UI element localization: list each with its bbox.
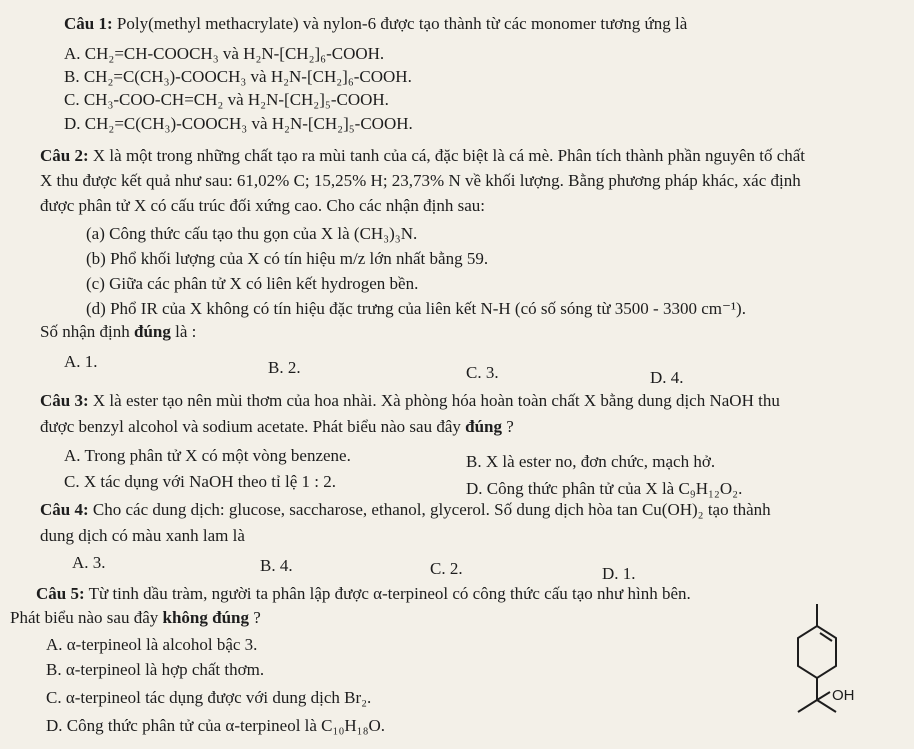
q1-stem: Câu 1: Poly(methyl methacrylate) và nylon-6 được tạo thành từ các monomer tương ứng là: [64, 14, 688, 33]
q5-stem: Câu 5: Từ tinh dầu tràm, người ta phân lập được α-terpineol có công thức cấu tạo như hình bên.: [36, 584, 691, 603]
cyclohexene-ring: [798, 626, 836, 678]
q5-option-a: A. α-terpineol là alcohol bậc 3.: [46, 635, 258, 654]
q3-option-c: C. X tác dụng với NaOH theo tỉ lệ 1 : 2.: [64, 472, 336, 491]
q5-option-b: B. α-terpineol là hợp chất thơm.: [46, 660, 265, 679]
q2-option-d: D. 4.: [650, 368, 684, 387]
q3-option-b: B. X là ester no, đơn chức, mạch hở.: [466, 452, 716, 471]
q2-stem-line2: X thu được kết quả như sau: 61,02% C; 15,25% H; 23,73% N về khối lượng. Bằng phương pháp khác, xác định: [40, 171, 801, 190]
q5-option-d: D. Công thức phân tử của α-terpineol là C₁₀H₁₈O.: [46, 716, 386, 735]
q4-option-b: B. 4.: [260, 556, 293, 575]
q3-option-a: A. Trong phân tử X có một vòng benzene.: [64, 446, 351, 465]
q1-option-c: C. CH₃-COO-CH=CH₂ và H₂N-[CH₂]₅-COOH.: [64, 90, 389, 109]
q2-option-a: A. 1.: [64, 352, 98, 371]
q2-statement-b: (b) Phổ khối lượng của X có tín hiệu m/z lớn nhất bằng 59.: [86, 249, 489, 268]
alpha-terpineol-structure: [780, 600, 870, 740]
q1-option-b: B. CH₂=C(CH₃)-COOCH₃ và H₂N-[CH₂]₆-COOH.: [64, 67, 412, 86]
q4-option-a: A. 3.: [72, 553, 106, 572]
q2-statement-d: (d) Phổ IR của X không có tín hiệu đặc trưng của liên kết N-H (có số sóng từ 3500 - 3300 cm⁻¹).: [86, 299, 746, 318]
q3-stem-line2: được benzyl alcohol và sodium acetate. Phát biểu nào sau đây đúng ?: [40, 417, 514, 436]
q2-statement-c: (c) Giữa các phân tử X có liên kết hydrogen bền.: [86, 274, 419, 293]
methyl-bond-left: [798, 700, 817, 712]
hydroxyl-label: OH: [832, 687, 855, 704]
q2-option-b: B. 2.: [268, 358, 301, 377]
q4-option-c: C. 2.: [430, 559, 463, 578]
q5-question: Phát biểu nào sau đây không đúng ?: [10, 608, 261, 627]
q2-option-c: C. 3.: [466, 363, 499, 382]
q1-option-d: D. CH₂=C(CH₃)-COOCH₃ và H₂N-[CH₂]₅-COOH.: [64, 114, 413, 133]
q1-option-a: A. CH₂=CH-COOCH₃ và H₂N-[CH₂]₆-COOH.: [64, 44, 385, 63]
q2-statement-a: (a) Công thức cấu tạo thu gọn của X là (CH₃)₃N.: [86, 224, 418, 243]
q3-stem-line1: Câu 3: X là ester tạo nên mùi thơm của hoa nhài. Xà phòng hóa hoàn toàn chất X bằng dung dịch NaOH thu: [40, 391, 780, 410]
q2-stem-line1: Câu 2: X là một trong những chất tạo ra mùi tanh của cá, đặc biệt là cá mè. Phân tích thành phần nguyên tố chất: [40, 146, 806, 165]
q4-stem-line1: Câu 4: Cho các dung dịch: glucose, saccharose, ethanol, glycerol. Số dung dịch hòa tan Cu(OH)₂ tạo thành: [40, 500, 771, 519]
q2-stem-line3: được phân tử X có cấu trúc đối xứng cao. Cho các nhận định sau:: [40, 196, 485, 215]
q4-option-d: D. 1.: [602, 564, 636, 583]
hydroxyl-bond: [817, 692, 830, 700]
q5-option-c: C. α-terpineol tác dụng được với dung dịch Br₂.: [46, 688, 372, 707]
q3-option-d: D. Công thức phân tử của X là C₉H₁₂O₂.: [466, 479, 743, 498]
q4-stem-line2: dung dịch có màu xanh lam là: [40, 526, 245, 545]
q2-count-prompt: Số nhận định đúng là :: [40, 322, 197, 341]
